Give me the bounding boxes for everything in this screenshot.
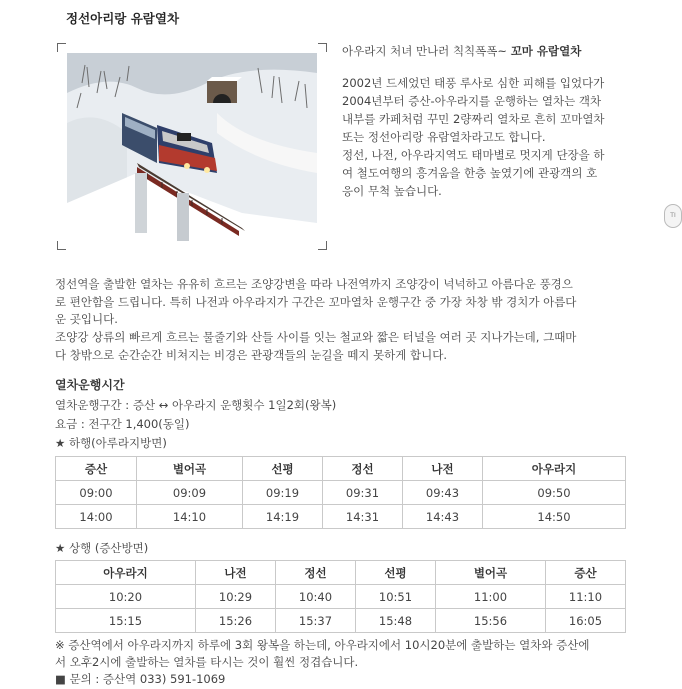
intro-line: 또는 정선아리랑 유람열차라고도 합니다.	[342, 130, 546, 144]
up-train-table	[55, 560, 626, 633]
down-train-table	[55, 456, 626, 529]
time-cell: 15:15	[56, 609, 196, 633]
time-cell: 14:00	[56, 505, 137, 529]
station-header: 선평	[243, 457, 323, 481]
time-cell: 14:50	[483, 505, 626, 529]
time-cell: 15:26	[196, 609, 276, 633]
schedule-note	[55, 637, 635, 688]
table-row	[56, 481, 626, 505]
time-cell: 09:31	[323, 481, 403, 505]
time-cell: 15:48	[356, 609, 436, 633]
time-cell: 15:37	[276, 609, 356, 633]
intro-line: 2004년부터 증산-아우라지를 운행하는 열차는 객차	[342, 94, 602, 108]
note-line: ※ 증산역에서 아우라지까지 하루에 3회 왕복을 하는데, 아우라지에서 10시20분에 출발하는 열차와 증산에	[55, 638, 590, 652]
station-header: 나전	[196, 561, 276, 585]
table-row	[56, 609, 626, 633]
time-cell: 14:10	[137, 505, 243, 529]
body-line: 정선역을 출발한 열차는 유유히 흐르는 조양강변을 따라 나전역까지 조양강이 넉넉하고 아름다운 풍경으	[55, 277, 573, 291]
body-line: 다 창밖으로 순간순간 비쳐지는 비경은 관광객들의 눈길을 떼지 못하게 합니다.	[55, 347, 448, 362]
note-line: 서 오후2시에 출발하는 열차를 타시는 것이 훨씬 정겹습니다.	[55, 655, 359, 669]
table-header-row	[56, 561, 626, 585]
intro-heading-bold: 꼬마 유람열차	[510, 44, 582, 58]
time-cell: 16:05	[546, 609, 626, 633]
station-header: 별어곡	[436, 561, 546, 585]
table-row	[56, 505, 626, 529]
contact-info: ■ 문의 : 증산역 033) 591-1069	[55, 672, 226, 686]
station-header: 증산	[56, 457, 137, 481]
station-header: 정선	[276, 561, 356, 585]
body-line: 운 곳입니다.	[55, 312, 118, 327]
time-cell: 10:51	[356, 585, 436, 609]
time-cell: 09:50	[483, 481, 626, 505]
time-cell: 09:00	[56, 481, 137, 505]
table-header-row	[56, 457, 626, 481]
time-cell: 10:20	[56, 585, 196, 609]
fare-info: 요금 : 전구간 1,400(동일)	[55, 417, 190, 431]
time-cell: 14:31	[323, 505, 403, 529]
time-cell: 11:10	[546, 585, 626, 609]
intro-line: 정선, 나전, 아우라지역도 태마별로 멋지게 단장을 하	[342, 148, 605, 162]
time-cell: 11:00	[436, 585, 546, 609]
intro-heading-text: 아우라지 처녀 만나러 칙칙폭폭~	[342, 44, 511, 58]
page-title: 정선아리랑 유람열차	[66, 11, 180, 26]
station-header: 정선	[323, 457, 403, 481]
side-scroll-icon[interactable]: TI	[664, 204, 682, 228]
body-line: 로 편안함을 드립니다. 특히 나전과 아우라지가 구간은 꼬마열차 운행구간 중 가장 차창 밖 경치가 아름다	[55, 294, 577, 309]
train-photo	[67, 53, 317, 241]
time-cell: 14:43	[403, 505, 483, 529]
body-line: 조양강 상류의 빠르게 흐르는 물줄기와 산들 사이를 잇는 철교와 짧은 터널을 여러 곳 지나가는데, 그때마	[55, 330, 577, 345]
description-body	[55, 276, 633, 365]
station-header: 증산	[546, 561, 626, 585]
station-header: 선평	[356, 561, 436, 585]
schedule-title: 열차운행시간	[55, 378, 125, 392]
up-train-label: ★ 상행 (증산방면)	[55, 541, 149, 555]
train-photo-frame	[57, 43, 327, 250]
time-cell: 09:43	[403, 481, 483, 505]
time-cell: 10:29	[196, 585, 276, 609]
table-row	[56, 585, 626, 609]
time-cell: 15:56	[436, 609, 546, 633]
station-header: 나전	[403, 457, 483, 481]
intro-line: 응이 무척 높습니다.	[342, 184, 442, 198]
time-cell: 09:19	[243, 481, 323, 505]
intro-line: 2002년 드세었던 태풍 루사로 심한 피해를 입었다가	[342, 76, 605, 90]
route-info: 열차운행구간 : 증산 ↔ 아우라지 운행횟수 1일2회(왕복)	[55, 398, 337, 412]
station-header: 별어곡	[137, 457, 243, 481]
intro-section	[342, 42, 632, 200]
intro-line: 여 철도여행의 흥겨움을 한층 높였기에 관광객의 호	[342, 166, 598, 180]
time-cell: 09:09	[137, 481, 243, 505]
time-cell: 10:40	[276, 585, 356, 609]
down-train-label: ★ 하행(아루라지방면)	[55, 436, 167, 450]
intro-heading	[342, 42, 632, 60]
time-cell: 14:19	[243, 505, 323, 529]
station-header: 아우라지	[483, 457, 626, 481]
station-header: 아우라지	[56, 561, 196, 585]
intro-line: 내부를 카페처럼 꾸민 2량짜리 열차로 흔히 꼬마열차	[342, 112, 605, 126]
